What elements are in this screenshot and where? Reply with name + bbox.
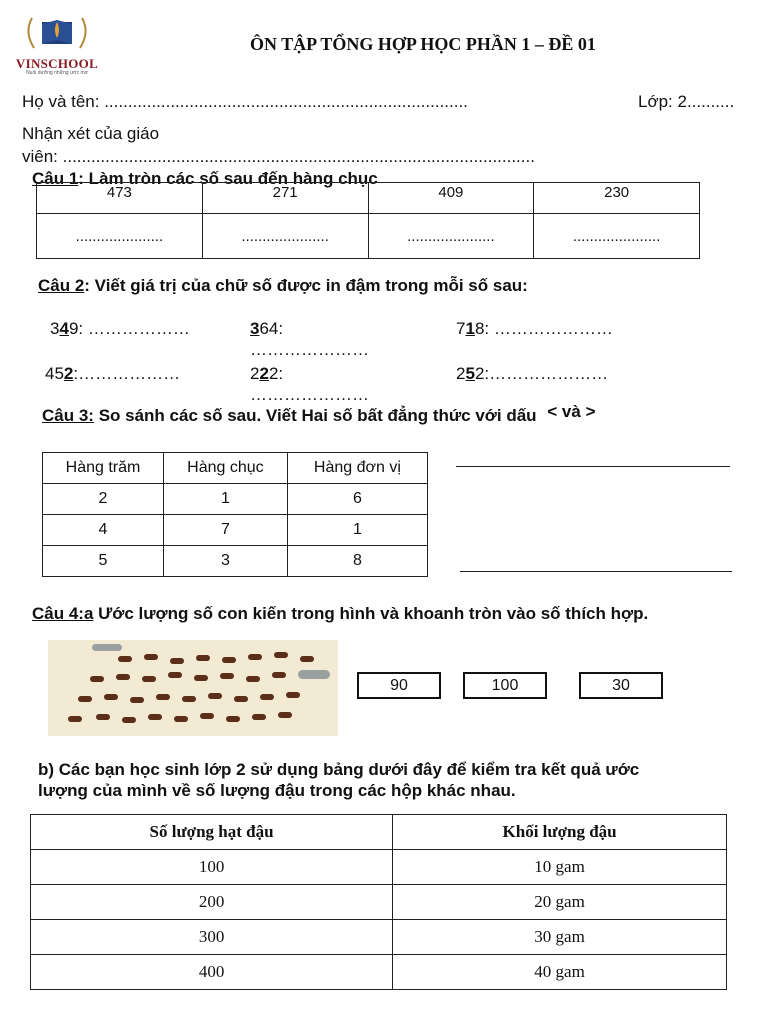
q1-answer-blank[interactable]: ..................... [37, 214, 203, 259]
q1-label: Câu 1 [32, 169, 79, 188]
q4b-cell: 10 gam [393, 850, 727, 885]
q2-label: Câu 2 [38, 276, 85, 295]
q4b-cell: 200 [31, 885, 393, 920]
q3-symbols: < và > [547, 402, 596, 421]
q2-item[interactable]: 349: ……………… [50, 319, 190, 338]
comment-field: viên: .................................................................................................... [22, 147, 535, 166]
q3-cell: 1 [164, 484, 288, 515]
q4b-header: Số lượng hạt đậu [31, 815, 393, 850]
q3-cell: 1 [287, 515, 427, 546]
q4b-cell: 400 [31, 955, 393, 990]
q1-answer-blank[interactable]: ..................... [202, 214, 368, 259]
q3-answer-line[interactable] [460, 571, 732, 572]
q1-answer-blank[interactable]: ..................... [368, 214, 534, 259]
q3-cell: 2 [43, 484, 164, 515]
q3-heading [42, 402, 596, 426]
q3-header: Hàng đơn vị [287, 453, 427, 484]
q2-item[interactable]: 364: [250, 319, 284, 338]
q2-item[interactable]: 452:……………… [45, 364, 181, 383]
q3-cell: 3 [164, 546, 288, 577]
q2-item[interactable]: 252:………………… [456, 364, 609, 383]
q2-item-dots: ………………… [250, 340, 369, 359]
q4b-cell: 40 gam [393, 955, 727, 990]
q4a-option[interactable]: 90 [357, 672, 441, 699]
q1-answer-blank[interactable]: ..................... [534, 214, 700, 259]
logo-text: VINSCHOOL [15, 56, 99, 71]
q3-cell: 7 [164, 515, 288, 546]
q3-header: Hàng chục [164, 453, 288, 484]
q3-cell: 5 [43, 546, 164, 577]
q4b-header: Khối lượng đậu [393, 815, 727, 850]
q3-text: So sánh các số sau. Viết Hai số bất đẳng thức với dấu [93, 406, 542, 425]
q1-table [36, 182, 700, 259]
q1-text: : Làm tròn các số sau đến hàng chục [78, 169, 378, 188]
class-field: Lớp: 2.......... [638, 92, 735, 111]
q3-label: Câu 3: [42, 406, 94, 425]
comment-label: Nhận xét của giáo [22, 124, 160, 143]
q4b-cell: 20 gam [393, 885, 727, 920]
q4b-cell: 300 [31, 920, 393, 955]
q2-heading [38, 276, 528, 296]
q3-cell: 8 [287, 546, 427, 577]
q4a-heading [32, 604, 648, 624]
book-crest-icon [12, 10, 102, 56]
page-title: ÔN TẬP TỔNG HỢP HỌC PHẦN 1 – ĐỀ 01 [250, 34, 596, 54]
q4a-label: Câu 4:a [32, 604, 94, 623]
q4b-line2: lượng của mình về số lượng đậu trong các hộp khác nhau. [38, 781, 516, 800]
q3-answer-line[interactable] [456, 466, 730, 467]
q1-number: 409 [368, 183, 534, 214]
q2-item[interactable]: 222: [250, 364, 284, 383]
school-logo [12, 10, 102, 76]
logo-slogan: Nuôi dưỡng những ước mơ [26, 70, 88, 76]
ants-image [48, 640, 338, 736]
q3-place-value-table [42, 452, 428, 577]
q4a-option[interactable]: 100 [463, 672, 547, 699]
q4b-cell: 30 gam [393, 920, 727, 955]
q3-cell: 6 [287, 484, 427, 515]
q4b-cell: 100 [31, 850, 393, 885]
q1-number: 473 [37, 183, 203, 214]
q2-item[interactable]: 718: ………………… [456, 319, 613, 338]
q4b-line1: b) Các bạn học sinh lớp 2 sử dụng bảng dưới đây để kiểm tra kết quả ước [38, 760, 640, 779]
q3-cell: 4 [43, 515, 164, 546]
q1-number: 271 [202, 183, 368, 214]
q4a-text: Ước lượng số con kiến trong hình và khoanh tròn vào số thích hợp. [93, 604, 649, 623]
q1-number: 230 [534, 183, 700, 214]
q2-text: : Viết giá trị của chữ số được in đậm trong mỗi số sau: [84, 276, 528, 295]
q4b-bean-table [30, 814, 727, 990]
q3-header: Hàng trăm [43, 453, 164, 484]
q2-item-dots: ………………… [250, 385, 369, 404]
name-field: Họ và tên: ............................................................................. [22, 92, 468, 111]
q4a-option[interactable]: 30 [579, 672, 663, 699]
